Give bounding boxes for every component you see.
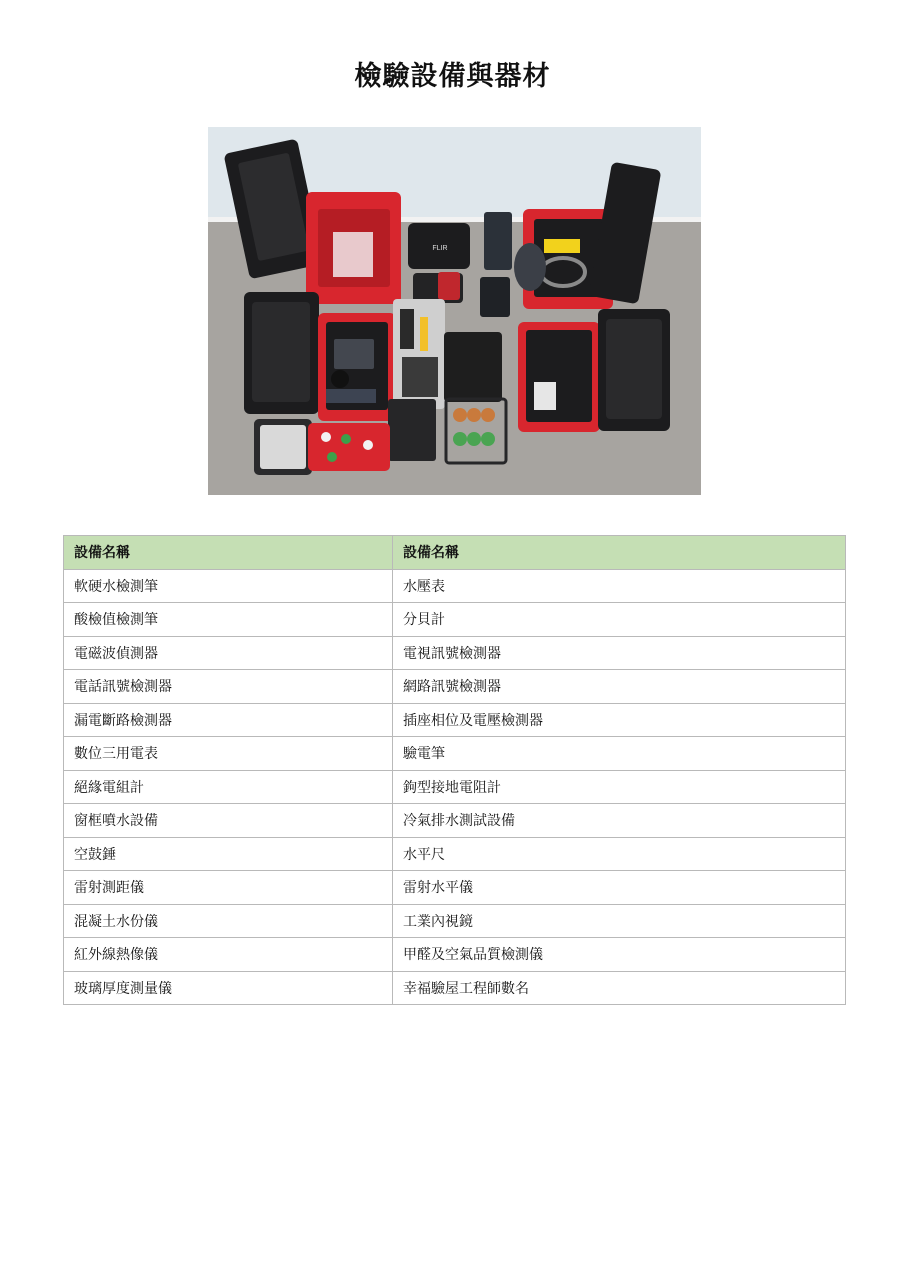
table-row (64, 737, 846, 771)
column-header: 設備名稱 (393, 536, 846, 570)
flir-case (408, 223, 470, 303)
equipment-photo (208, 127, 701, 495)
table-cell: 玻璃厚度測量儀 (64, 971, 393, 1005)
table-cell: 鉤型接地電阻計 (393, 770, 846, 804)
table-row (64, 871, 846, 905)
table-cell: 網路訊號檢測器 (393, 670, 846, 704)
small-cases-bottom (254, 419, 390, 475)
table-cell: 雷射測距儀 (64, 871, 393, 905)
table-row (64, 971, 846, 1005)
table-cell: 電視訊號檢測器 (393, 636, 846, 670)
flir-logo-text: FLIR (432, 245, 448, 252)
table-cell: 空鼓錘 (64, 837, 393, 871)
table-cell: 酸檢值檢測筆 (64, 603, 393, 637)
device-box-small (480, 277, 510, 317)
table-row (64, 804, 846, 838)
column-header: 設備名稱 (64, 536, 393, 570)
table-cell: 數位三用電表 (64, 737, 393, 771)
table-cell: 幸福驗屋工程師數名 (393, 971, 846, 1005)
table-header-row (64, 536, 846, 570)
table-cell: 水平尺 (393, 837, 846, 871)
table-cell: 冷氣排水測試設備 (393, 804, 846, 838)
table-cell: 混凝土水份儀 (64, 904, 393, 938)
table-row (64, 603, 846, 637)
table-cell: 驗電筆 (393, 737, 846, 771)
table-cell: 雷射水平儀 (393, 871, 846, 905)
table-cell: 漏電斷路檢測器 (64, 703, 393, 737)
table-cell: 窗框噴水設備 (64, 804, 393, 838)
table-row (64, 636, 846, 670)
table-row (64, 904, 846, 938)
table-cell: 分貝計 (393, 603, 846, 637)
table-cell: 絕緣電組計 (64, 770, 393, 804)
table-row (64, 837, 846, 871)
table-row (64, 938, 846, 972)
table-cell: 甲醛及空氣品質檢測儀 (393, 938, 846, 972)
table-cell: 紅外線熱像儀 (64, 938, 393, 972)
toolbox-bottom-right (518, 309, 670, 432)
table-cell: 電話訊號檢測器 (64, 670, 393, 704)
table-cell: 電磁波偵測器 (64, 636, 393, 670)
table-cell: 插座相位及電壓檢測器 (393, 703, 846, 737)
device-box (484, 212, 512, 270)
equipment-table (63, 535, 846, 1005)
table-cell: 軟硬水檢測筆 (64, 569, 393, 603)
table-cell: 工業內視鏡 (393, 904, 846, 938)
table-cell: 水壓表 (393, 569, 846, 603)
table-row (64, 770, 846, 804)
table-row (64, 670, 846, 704)
table-row (64, 569, 846, 603)
table-row (64, 703, 846, 737)
page-title: 檢驗設備與器材 (354, 61, 551, 92)
